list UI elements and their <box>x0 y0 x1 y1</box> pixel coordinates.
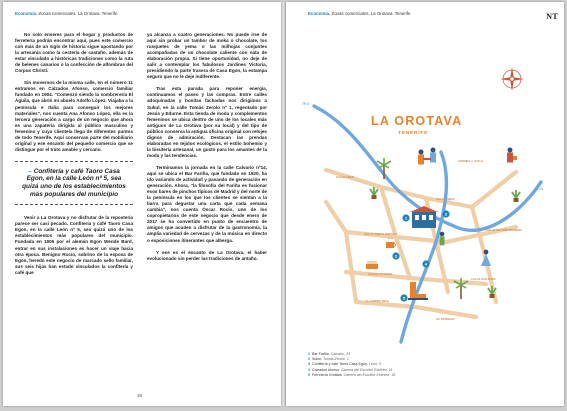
quote-dash-icon: – <box>28 167 32 175</box>
person-figure-icon <box>440 232 445 246</box>
map-marker-1 <box>402 214 409 221</box>
road-label: CALLE CALVARIO <box>368 272 393 276</box>
legend-item: 4 Calzados Afonso. Carrera del Escultor Estévez, 11 <box>308 367 393 372</box>
running-header: Economía. Zonas comerciales. La Orotava. Tenerife <box>15 11 118 16</box>
road-label: CALLE LEÓN <box>336 175 354 179</box>
pull-quote: – Confitería y café Taoro Casa Egon, en la calle León nº 5, sea quizá uno de los establecimientos más populares del municipio <box>15 161 133 205</box>
coffee-cup-icon <box>386 238 396 248</box>
road-label: AVENIDA J. AYALA <box>458 159 484 163</box>
road-label: TF-21 <box>535 187 544 191</box>
map-subtitle: TENERIFE <box>398 131 429 136</box>
road-label: C. CAMINO REAL <box>366 299 390 303</box>
green-plant-icon <box>370 187 378 199</box>
column-1 <box>15 32 133 282</box>
paragraph: Tras esta parada para reponer energía, continuamos el paseo y las compras. Entre calles adoquinadas y bonitas fachadas nos dirigimos a Sukul, en la calle Tomás Zerolo nº 1, regentado por Jesús y Edurne. Esta tienda de moda y complementos femeninos se ubica dentro de uno de los locales más antiguos de La Orotava (por su local) y del tipo de público conserva la antigua oficina original con relojes dignos de admiración. Destacan las prendas elaboradas en tejidos ecológicos, el estilo bohemio y la bisutería artesanal, un gusto para los amantes de la moda y las tendencias. <box>147 86 267 158</box>
legend-item: 1 Bar Fariña. Calvario, 14 <box>308 352 350 356</box>
paragraph: ya alcanza a cuatro generaciones. No puede irse de aquí sin probar un tambor de moka o chocolate, los rusquetes de yema o las milhojas conjuntes acompañadas de un chocolate caliente con nata de elaboración propia. Si tiene oportunidad, no deje de salir a contemplar los fabulosos Jardines Victoria, presidiendo la parte trasera de Casa Egon, la estampa seguro que no le deje indiferente. <box>147 32 267 80</box>
compass-rose-icon <box>500 67 524 91</box>
paragraph: No solo enseres para el hogar y productos de ferretería podrán encontrar aquí, pues este comercio con más de un siglo de historia sigue apostando por la artesanía como la cestería de castaño, además de estar vinculado a históricas tradiciones como la ruta de belenes canarios o la confección de alfombras del Corpus Christi. <box>15 32 133 74</box>
legend-item: 3 Confitería y café Taoro Casa Egon. León, 5 <box>308 362 381 367</box>
svg-text:4: 4 <box>424 261 428 267</box>
road-label: CALLE SAN JUAN <box>471 277 496 281</box>
road-label: TF-5 <box>302 102 309 106</box>
people-figures-icon <box>418 148 436 165</box>
map-marker-3 <box>392 252 399 259</box>
legend-item: 5 Ferretería Orotava. Carrera del Escultor Estévez, 18 <box>308 372 396 377</box>
green-plant-icon <box>512 190 520 202</box>
paragraph: Terminamos la jornada en la calle Calvario nº14, aquí se ubica el Bar Fariña, que fundado en 1920, ha ido variando de actividad y pasando de generación en generación. Ahora, "la filosofía del Fariña es fusionar esos bares de pinchos típicos de Madrid y del norte de la península en los que los clientes se sientan a la barra para degustar una carta que cada semana cambia", nos cuenta Óscar Rocío, uno de los copropietarios de este negocio que desde enero de 2017 se ha convertido en punto de encuentro de amigos que acuden a disfrutar de la gastronomía, la amplia variedad de cervezas y de la música en directo o exposiciones itinerantes que alberga. <box>147 164 267 243</box>
road-label: AV. ESTEBAN <box>436 317 455 321</box>
svg-text:3: 3 <box>394 253 398 259</box>
map-title: LA OROTAVA <box>371 114 463 128</box>
legend-item: 2 Sukul. Tomás Zerolo, 1 <box>308 357 349 362</box>
magazine-logo: NT <box>546 12 558 21</box>
shopping-person-icon <box>507 148 517 163</box>
svg-text:2: 2 <box>444 211 448 217</box>
church-building-icon <box>410 206 438 228</box>
map-marker-2 <box>442 210 449 217</box>
left-page <box>3 2 281 406</box>
cake-dessert-icon <box>366 261 378 269</box>
paragraph: Sin movernos de la misma calle, en el número 11 entramos en Calzados Afonso, comercio familiar fundado en 1904. "Comenzó siendo la sombrerería El Águila, que abrió mi abuelo Adolfo López. Viajaba a la península e Italia para conseguir los mejores materiales", nos cuenta Ana Afonso López, ella es la tercera generación a cargo de un negocio que ahora es una zapatería dirigida al público masculino y femenino y cuya clientela llega de diferentes puntos de todo Tenerife. Aquí conservan parte del mobiliario original y ese encanto del pequeño comercio que se distingue por el trato amable y cercano. <box>15 80 133 152</box>
map-marker-5 <box>400 294 407 301</box>
svg-text:1: 1 <box>404 215 408 221</box>
road-label: CALLE DOCTOR MORENO <box>486 228 522 232</box>
page-number: 38 <box>137 393 142 398</box>
road-label: CALLE TOMÁS ZEROLO <box>364 232 397 236</box>
column-2 <box>147 32 267 268</box>
road-label: CALLE VIERA <box>436 197 455 201</box>
running-header: Economía. Zonas comerciales. La Orotava. Tenerife <box>308 11 411 16</box>
paragraph: Y ese es el encanto de La Orotava, el haber evolucionado sin perder las tradiciones de antaño. <box>147 249 267 261</box>
map-legend <box>308 352 395 378</box>
paragraph: Venir a La Orotava y no disfrutar de la repostería parece ser casi pecado. Confitería y café Taoro Casa Egon, en la calle León nº 5, sea quizá uno de los establecimientos más populares del municipio. Fundada en 1906 por el alemán Egon Wende Bard, entrar en sus instalaciones es hacer un viaje hacia otra época. Benigno Rocío, sobrino de la esposa de Egon, heredó este negocio de marcado sello familiar, sus seis hijas han estado vinculados la confitería y café que <box>15 215 133 275</box>
right-page <box>286 2 564 406</box>
map-marker-4 <box>422 260 429 267</box>
illustrated-map <box>286 2 564 406</box>
svg-text:5: 5 <box>402 295 406 301</box>
